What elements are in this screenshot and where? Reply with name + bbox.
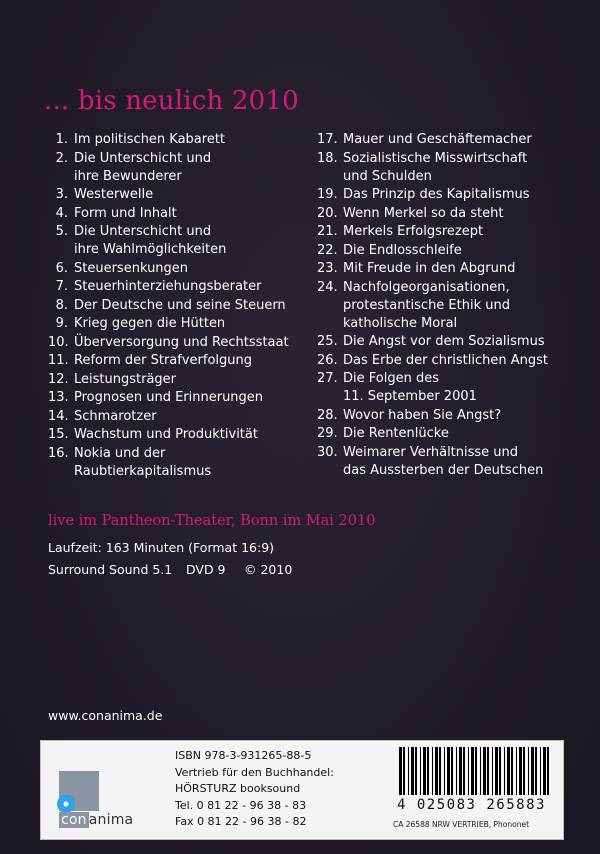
track-item (317, 279, 592, 333)
track-title-line: Mauer und Geschäftemacher (343, 132, 532, 147)
track-title-line: Wovor haben Sie Angst? (343, 407, 502, 423)
track-number: 9. (55, 316, 68, 331)
track-title (339, 333, 592, 351)
track-item (317, 260, 592, 278)
track-title-line: Die Rentenlücke (343, 426, 449, 441)
track-item (317, 370, 592, 406)
track-title-line: Überversorgung und Rechtsstaat (74, 334, 289, 350)
barcode-bar (531, 747, 534, 795)
track-title-line: Nachfolgeorganisationen, (343, 279, 510, 295)
track-number: 28. (317, 407, 338, 423)
barcode-bar (492, 747, 493, 795)
barcode-bar (435, 747, 438, 795)
track-number: 30. (317, 444, 338, 460)
track-title-line: Die Folgen des (343, 371, 439, 386)
barcode-bar (487, 747, 489, 795)
track-title-line: protestantische Ethik und (343, 297, 510, 313)
track-title (70, 186, 303, 204)
track-title-line: Die Unterschicht und (74, 224, 212, 239)
track-title-line: Form und Inhalt (74, 205, 177, 221)
barcode-bar (427, 747, 429, 795)
track-list-right (317, 131, 592, 480)
track-title (70, 315, 303, 333)
track-item (317, 186, 592, 204)
track-title (70, 426, 303, 444)
track-title (70, 334, 303, 352)
track-item (48, 445, 303, 481)
track-number: 8. (55, 297, 68, 313)
publisher-name: HÖRSTURZ booksound (175, 782, 301, 795)
track-title (70, 278, 303, 296)
track-title-line: Leistungsträger (74, 371, 177, 387)
track-number: 13. (48, 390, 69, 405)
track-title (339, 223, 592, 241)
track-item (317, 352, 592, 370)
barcode-bar (451, 747, 453, 795)
barcode-bar (423, 747, 426, 795)
track-title-line: Die Angst vor dem Sozialismus (343, 334, 545, 349)
track-number: 14. (48, 408, 69, 424)
barcode-bar (468, 747, 469, 795)
track-title (70, 389, 303, 407)
barcode-bar (535, 747, 537, 795)
website-link[interactable]: www.conanima.de (48, 708, 163, 723)
venue-line: live im Pantheon-Theater, Bonn im Mai 2010 (48, 513, 376, 529)
track-title-line: ihre Wahlmöglichkeiten (74, 242, 227, 257)
track-number: 11. (48, 353, 69, 368)
track-title-line: Steuersenkungen (74, 260, 189, 276)
track-item (317, 425, 592, 443)
barcode-bar (495, 747, 498, 795)
barcode-bar (511, 747, 513, 795)
track-title (70, 297, 303, 315)
track-title-line: Das Erbe der christlichen Angst (343, 352, 548, 368)
track-item (317, 150, 592, 186)
barcode-bar (543, 747, 546, 795)
barcode-bar (408, 747, 409, 795)
track-item (317, 407, 592, 425)
barcode-bar (403, 747, 405, 795)
track-number: 7. (55, 279, 68, 294)
track-title (339, 352, 592, 370)
track-title-line: Weimarer Verhältnisse und (343, 444, 519, 460)
barcode-bar (516, 747, 517, 795)
track-title-line: Steuerhinterziehungsberater (74, 279, 262, 294)
track-item (48, 223, 303, 259)
barcode-graphic (399, 747, 551, 795)
track-list-left (48, 131, 303, 481)
track-title-line: Westerwelle (74, 187, 154, 202)
track-item (48, 371, 303, 389)
barcode-bar (444, 747, 445, 795)
runtime-line: Laufzeit: 163 Minuten (Format 16:9) (48, 540, 275, 555)
track-item (48, 315, 303, 333)
track-item (48, 389, 303, 407)
barcode-bar (456, 747, 457, 795)
track-item (48, 186, 303, 204)
publisher-box (40, 740, 564, 840)
track-title-line: 11. September 2001 (343, 389, 477, 404)
track-title-line: Raubtierkapitalismus (74, 463, 212, 479)
barcode-bar (540, 747, 541, 795)
track-title (339, 131, 592, 149)
track-number: 2. (55, 150, 68, 166)
cover-heading: ... bis neulich 2010 (44, 86, 299, 116)
barcode-bar (475, 747, 477, 795)
track-title-line: katholische Moral (343, 315, 458, 331)
barcode-number: 4 025083 265883 (397, 797, 546, 813)
track-title-line: Die Endlosschleife (343, 242, 462, 258)
track-item (48, 131, 303, 149)
track-title (339, 407, 592, 425)
track-item (48, 150, 303, 186)
track-number: 16. (48, 445, 69, 461)
track-item (48, 260, 303, 278)
track-number: 24. (317, 279, 338, 295)
track-item (48, 352, 303, 370)
track-number: 27. (317, 371, 338, 386)
track-title (70, 223, 303, 259)
track-number: 25. (317, 334, 338, 349)
track-title-line: Der Deutsche und seine Steuern (74, 297, 286, 313)
track-title-line: Prognosen und Erinnerungen (74, 390, 264, 405)
disc-icon (57, 795, 75, 813)
track-item (317, 444, 592, 480)
track-title-line: Im politischen Kabarett (74, 132, 226, 147)
barcode-bar (432, 747, 433, 795)
track-number: 1. (55, 132, 68, 147)
track-title-line: Nokia und der (74, 445, 166, 461)
track-item (317, 205, 592, 223)
track-title-line: Schmarotzer (74, 408, 157, 424)
barcode-bar (471, 747, 474, 795)
sound-format: Surround Sound 5.1 (48, 562, 173, 577)
track-title-line: Wenn Merkel so da steht (343, 205, 504, 221)
barcode-bar (483, 747, 486, 795)
barcode-bar (523, 747, 525, 795)
barcode-bar (528, 747, 529, 795)
publisher-info (175, 748, 334, 831)
track-title (339, 279, 592, 333)
track-title-line: Mit Freude in den Abgrund (343, 261, 516, 276)
track-number: 6. (55, 260, 68, 276)
barcode-bar (519, 747, 522, 795)
track-item (48, 205, 303, 223)
track-number: 18. (317, 150, 338, 166)
track-title (339, 444, 592, 480)
track-title (339, 425, 592, 443)
track-number: 21. (317, 224, 338, 239)
track-number: 19. (317, 187, 338, 202)
barcode-bar (420, 747, 421, 795)
phone-text: Tel. 0 81 22 - 96 38 - 83 (175, 798, 307, 812)
track-item (317, 242, 592, 260)
track-number: 20. (317, 205, 338, 221)
track-title-line: Wachstum und Produktivität (74, 427, 258, 442)
track-number: 29. (317, 426, 338, 441)
track-item (317, 333, 592, 351)
barcode-bar (547, 747, 549, 795)
barcode-bar (499, 747, 501, 795)
track-number: 4. (55, 205, 68, 221)
track-title (339, 150, 592, 186)
barcode-bar (415, 747, 417, 795)
track-title (339, 205, 592, 223)
logo-wordmark: con anima (61, 812, 134, 828)
track-title-line: Das Prinzip des Kapitalismus (343, 187, 530, 202)
track-title (70, 352, 303, 370)
track-title-line: Die Unterschicht und (74, 150, 212, 166)
track-item (48, 408, 303, 426)
track-title (339, 370, 592, 406)
track-number: 10. (48, 334, 69, 350)
track-item (48, 278, 303, 296)
barcode-bar (463, 747, 465, 795)
track-item (317, 223, 592, 241)
track-title (70, 260, 303, 278)
barcode-bar (459, 747, 462, 795)
copyright-text: © 2010 (244, 562, 293, 577)
track-title (70, 131, 303, 149)
track-title (70, 408, 303, 426)
dvd-format: DVD 9 (186, 562, 226, 577)
track-title-line: Krieg gegen die Hütten (74, 316, 226, 331)
barcode-bar (447, 747, 450, 795)
barcode-note: CA 26588 NRW VERTRIEB, Phononet (393, 820, 530, 829)
track-number: 12. (48, 371, 69, 387)
track-number: 23. (317, 261, 338, 276)
track-title-line: Merkels Erfolgsrezept (343, 224, 484, 239)
track-title (70, 150, 303, 186)
track-title (339, 242, 592, 260)
track-number: 5. (55, 224, 68, 239)
vertrieb-text: Vertrieb für den Buchhandel: (175, 765, 334, 779)
barcode-bar (399, 747, 402, 795)
track-item (48, 297, 303, 315)
barcode-bar (439, 747, 441, 795)
track-title (70, 371, 303, 389)
track-title (339, 186, 592, 204)
barcode-bar (504, 747, 505, 795)
barcode-bar (411, 747, 414, 795)
barcode-bar (507, 747, 510, 795)
track-number: 15. (48, 427, 69, 442)
track-item (48, 334, 303, 352)
fax-text: Fax 0 81 22 - 96 38 - 82 (175, 815, 307, 828)
track-item (317, 131, 592, 149)
track-title-line: Reform der Strafverfolgung (74, 353, 253, 368)
isbn-text: ISBN 978-3-931265-88-5 (175, 749, 312, 762)
tech-line (48, 562, 292, 577)
track-title-line: Sozialistische Misswirtschaft (343, 150, 528, 166)
barcode-bar (480, 747, 481, 795)
track-title (70, 445, 303, 481)
track-title-line: und Schulden (343, 168, 432, 184)
track-title (339, 260, 592, 278)
track-item (48, 426, 303, 444)
track-number: 22. (317, 242, 338, 258)
track-number: 3. (55, 187, 68, 202)
track-number: 26. (317, 352, 338, 368)
track-title (70, 205, 303, 223)
track-title-line: das Aussterben der Deutschen (343, 462, 544, 478)
conanima-logo (59, 771, 99, 811)
track-title-line: ihre Bewunderer (74, 168, 182, 184)
track-number: 17. (317, 132, 338, 147)
